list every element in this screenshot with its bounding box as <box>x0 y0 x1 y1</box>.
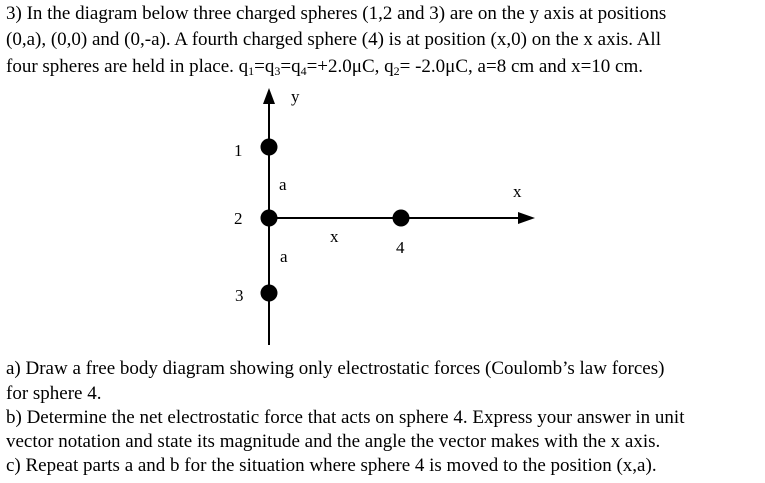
q-text-t2: =q <box>280 56 301 77</box>
sphere-4 <box>393 210 410 227</box>
x-distance-label: x <box>330 227 339 246</box>
sphere-1-label: 1 <box>234 141 243 160</box>
part-a-line-2: for sphere 4. <box>6 383 102 404</box>
sphere-4-label: 4 <box>396 238 405 257</box>
part-a-line-1: a) Draw a free body diagram showing only electrostatic forces (Coulomb’s law forces) <box>6 358 665 379</box>
q-text-t4: = -2.0μC, a=8 cm and x=10 cm. <box>399 56 644 77</box>
question-line-1: 3) In the diagram below three charged spheres (1,2 and 3) are on the y axis at positions <box>6 3 667 24</box>
x-axis-label: x <box>513 182 522 201</box>
x-axis-arrowhead <box>518 212 535 224</box>
q-sub-4: 4 <box>300 64 307 78</box>
q-sub-1: 1 <box>248 64 255 78</box>
q-text-t3: =+2.0μC, q <box>306 56 394 77</box>
q-sub-3: 3 <box>274 64 281 78</box>
sphere-2 <box>261 210 278 227</box>
y-axis-arrowhead <box>263 88 275 104</box>
question-line-2: (0,a), (0,0) and (0,-a). A fourth charged sphere (4) is at position (x,0) on the x axis. All <box>6 29 661 50</box>
q-text-lead: four spheres are held in place. q <box>6 56 249 77</box>
sphere-3 <box>261 285 278 302</box>
q-text-t1: =q <box>254 56 275 77</box>
part-b-line-2: vector notation and state its magnitude and the angle the vector makes with the x axis. <box>6 431 661 452</box>
sphere-3-label: 3 <box>235 286 244 305</box>
lower-a-label: a <box>280 247 288 266</box>
y-axis-label: y <box>291 87 300 106</box>
sphere-2-label: 2 <box>234 209 243 228</box>
upper-a-label: a <box>279 175 287 194</box>
q-sub-2: 2 <box>393 64 400 78</box>
sphere-1 <box>261 139 278 156</box>
part-b-line-1: b) Determine the net electrostatic force that acts on sphere 4. Express your answer in unit <box>6 407 685 428</box>
part-c-line-1: c) Repeat parts a and b for the situation where sphere 4 is moved to the position (x,a). <box>6 455 657 476</box>
